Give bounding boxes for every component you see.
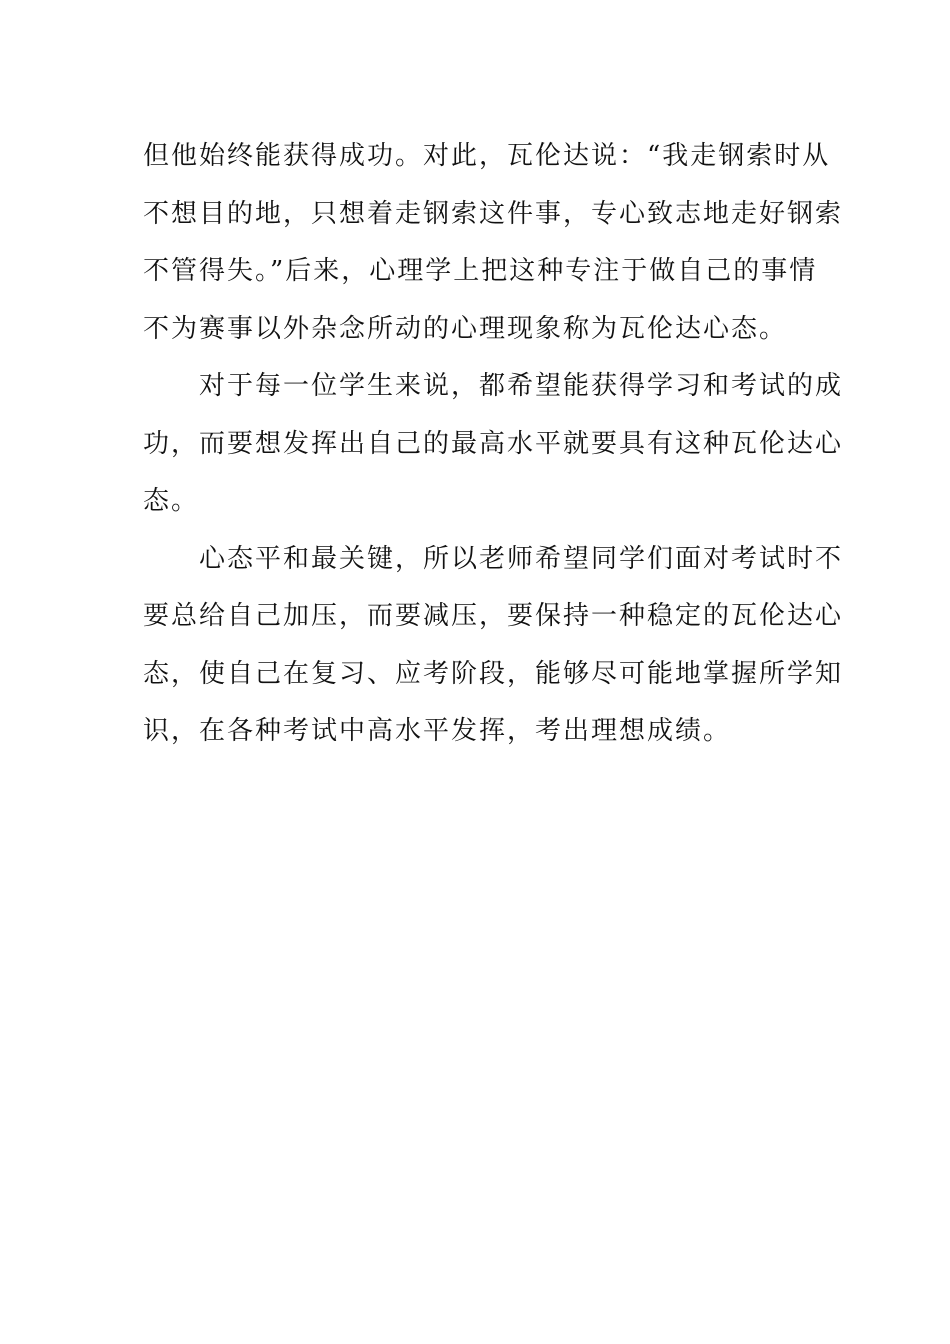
text-line: 不管得失。”后来，心理学上把这种专注于做自己的事情 (143, 256, 818, 286)
paragraph-2 (143, 358, 844, 531)
text-line: 心态平和最关键，所以老师希望同学们面对考试时不 (143, 543, 844, 574)
paragraph-3 (143, 531, 844, 761)
document-body (143, 128, 844, 761)
paragraph-1 (143, 128, 844, 358)
text-line: 对于每一位学生来说，都希望能获得学习和考试的成 (143, 371, 844, 401)
text-line: 识，在各种考试中高水平发挥，考出理想成绩。 (143, 716, 732, 746)
text-line: 功，而要想发挥出自己的最高水平就要具有这种瓦伦达心 (143, 428, 844, 459)
text-line: 但他始终能获得成功。对此，瓦伦达说：“我走钢索时从 (143, 141, 831, 171)
text-line: 不想目的地，只想着走钢索这件事，专心致志地走好钢索 (143, 198, 844, 229)
text-line: 态。 (143, 486, 200, 516)
text-line: 要总给自己加压，而要减压，要保持一种稳定的瓦伦达心 (143, 601, 844, 631)
text-line: 态，使自己在复习、应考阶段，能够尽可能地掌握所学知 (143, 658, 844, 689)
text-line: 不为赛事以外杂念所动的心理现象称为瓦伦达心态。 (143, 313, 788, 344)
